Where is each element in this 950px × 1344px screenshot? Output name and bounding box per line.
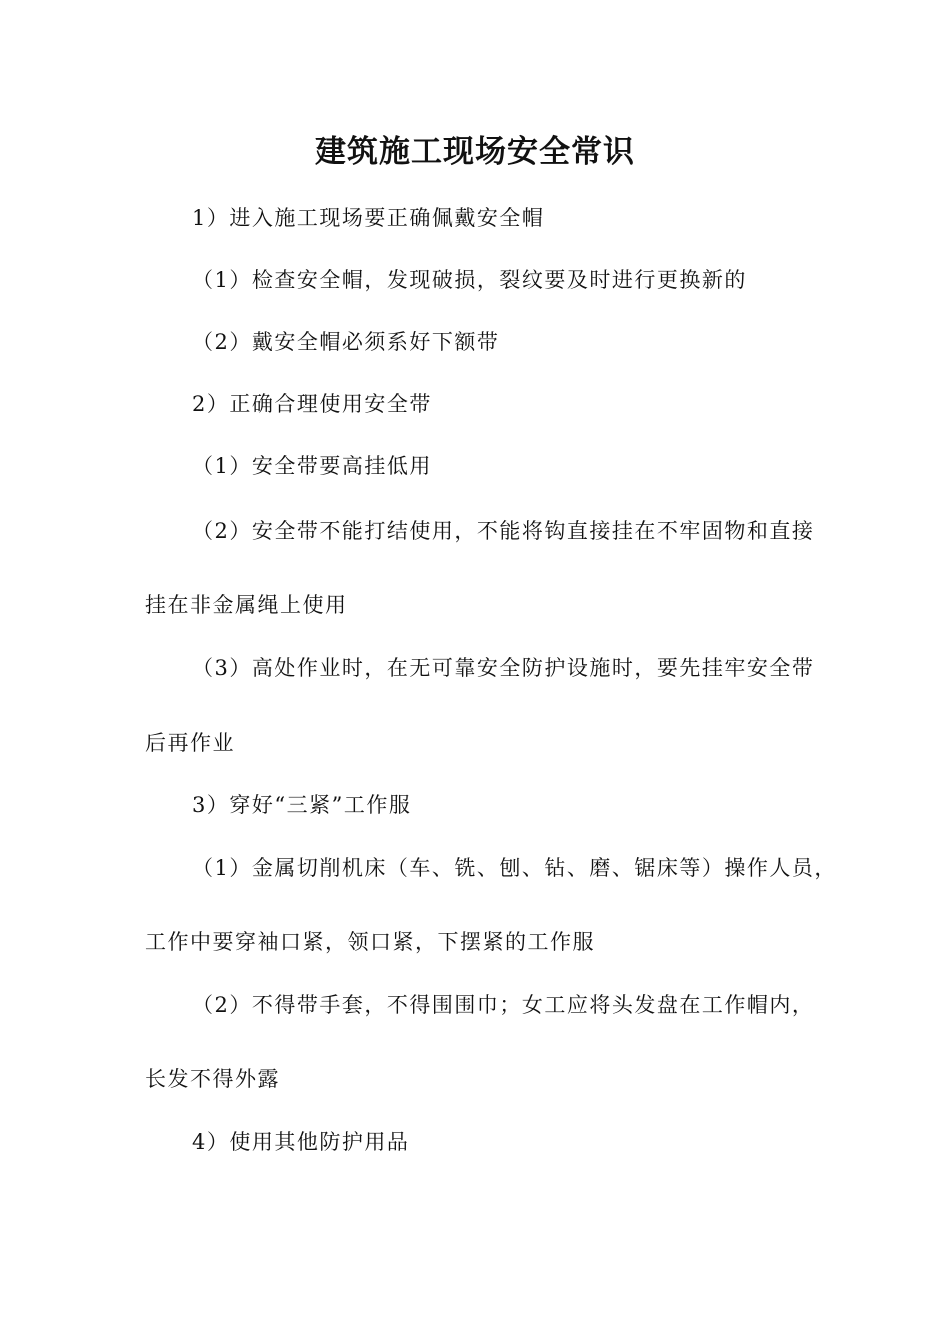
item-2-2-continued: 挂在非金属绳上使用 — [145, 593, 348, 617]
item-2-1: （1）安全带要高挂低用 — [192, 454, 432, 478]
item-1-1: （1）检查安全帽，发现破损，裂纹要及时进行更换新的 — [192, 268, 747, 292]
heading-3: 3）穿好“三紧”工作服 — [192, 793, 412, 817]
item-3-1: （1）金属切削机床（车、铣、刨、钻、磨、锯床等）操作人员， — [192, 856, 837, 880]
heading-1: 1）进入施工现场要正确佩戴安全帽 — [192, 206, 545, 230]
item-3-2: （2）不得带手套，不得围围巾；女工应将头发盘在工作帽内， — [192, 993, 815, 1017]
heading-2: 2）正确合理使用安全带 — [192, 392, 432, 416]
item-3-1-continued: 工作中要穿袖口紧，领口紧，下摆紧的工作服 — [145, 930, 595, 954]
item-2-3: （3）高处作业时，在无可靠安全防护设施时，要先挂牢安全带 — [192, 656, 815, 680]
item-3-2-continued: 长发不得外露 — [145, 1067, 280, 1091]
item-1-2: （2）戴安全帽必须系好下额带 — [192, 330, 500, 354]
item-2-3-continued: 后再作业 — [145, 731, 235, 755]
item-2-2: （2）安全带不能打结使用，不能将钩直接挂在不牢固物和直接 — [192, 519, 815, 543]
heading-4: 4）使用其他防护用品 — [192, 1130, 410, 1154]
document-title: 建筑施工现场安全常识 — [315, 134, 635, 170]
